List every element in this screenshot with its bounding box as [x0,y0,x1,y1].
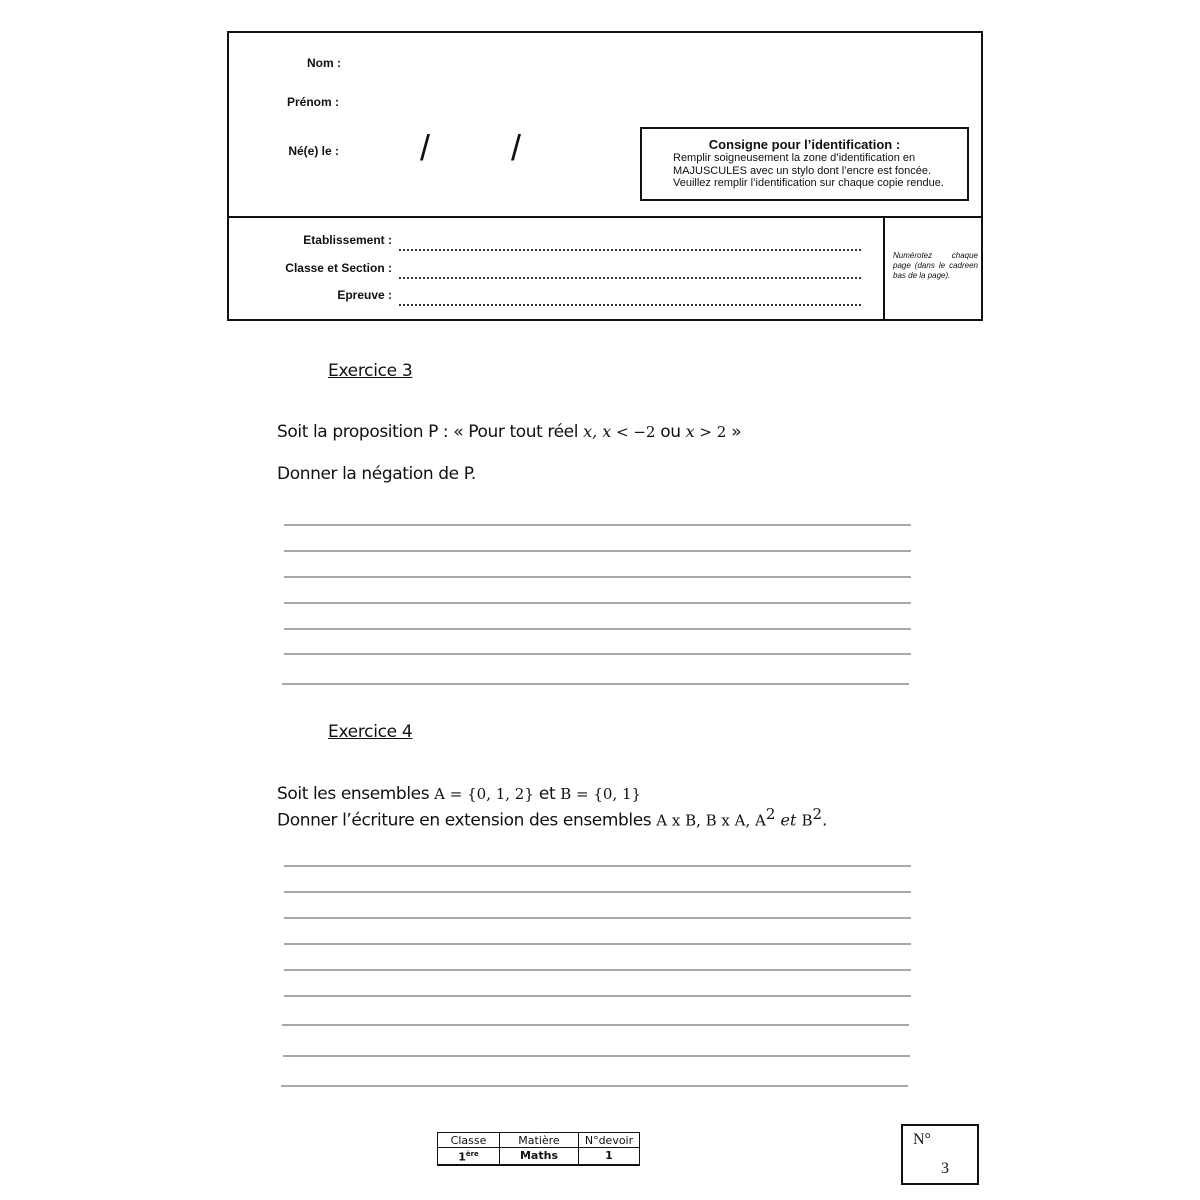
nom-label: Nom : [307,56,341,70]
answer-line[interactable] [283,1055,910,1057]
devoir-value: 1 [579,1148,640,1165]
answer-line[interactable] [282,1024,909,1026]
statement-text: et [533,784,561,804]
date-of-birth-label: Né(e) le : [288,144,339,158]
date-separator: / [511,127,522,168]
table-header-cell: N°devoir [579,1133,640,1148]
answer-line[interactable] [284,602,911,604]
answer-line[interactable] [281,1085,908,1087]
classe-number: 1 [458,1150,466,1164]
classe-suffix: ère [465,1150,479,1158]
page-number-label: N° [913,1131,931,1148]
epreuve-label: Epreuve : [337,288,392,302]
math-set-a: A = {0, 1, 2} [434,785,534,803]
statement-text: Soit la proposition P : « Pour tout réel [277,422,584,442]
dotted-fill-line [399,294,861,306]
math-variable: x, [583,422,598,441]
statement-text: » [726,422,742,442]
answer-line[interactable] [284,943,911,945]
exercise-3-statement [277,422,741,442]
answer-line[interactable] [284,628,911,630]
date-separator: / [420,127,431,168]
answer-line[interactable] [284,550,911,552]
exam-info-table [437,1132,640,1166]
math-set-b: B = {0, 1} [560,785,642,803]
etablissement-label: Etablissement : [303,233,392,247]
math-condition: < −2 [611,423,661,441]
answer-line[interactable] [284,653,911,655]
dotted-fill-line [399,267,861,279]
math-expression: A x B, B x A, A [656,811,766,830]
prenom-label: Prénom : [286,95,339,109]
math-variable: x [602,422,612,441]
page-number-box [901,1124,979,1185]
info-zone [229,218,885,319]
page-numbering-note-box [885,218,981,319]
dotted-fill-line [399,239,861,251]
consigne-line: Remplir soigneusement la zone d’identification en [673,152,916,164]
math-connector: et [775,810,802,830]
answer-line[interactable] [284,917,911,919]
exercise-4-statement [277,784,641,804]
page-numbering-note: Numérotez chaque page (dans le cadreen bas de la page). [893,251,978,280]
identification-zone [229,33,981,218]
statement-text: Soit les ensembles [277,784,435,804]
table-row [438,1148,640,1165]
question-text: . [822,810,828,831]
question-text: Donner l’écriture en extension des ensembles [277,810,657,831]
matiere-value: Maths [500,1148,579,1165]
answer-line[interactable] [284,995,911,997]
identification-header [227,31,983,321]
consigne-title: Consigne pour l’identification : [708,137,901,152]
exercise-3-title: Exercice 3 [328,361,413,381]
math-exponent: 2 [812,805,823,823]
statement-text: ou [660,422,686,442]
exercise-4-title: Exercice 4 [328,722,413,742]
consigne-line: MAJUSCULES avec un stylo dont l’encre est foncée. [673,164,932,177]
classe-value [438,1148,500,1165]
consigne-box [640,127,969,201]
answer-line[interactable] [284,524,911,526]
consigne-line: Veuillez remplir l’identification sur chaque copie rendue. [673,177,944,189]
answer-line[interactable] [284,576,911,578]
answer-line[interactable] [284,969,911,971]
math-expression: B [801,811,813,830]
exercise-3-question: Donner la négation de P. [277,464,476,484]
table-header-cell: Matière [500,1133,579,1148]
table-header-row [438,1133,640,1148]
answer-line[interactable] [284,865,911,867]
math-condition: > 2 [694,423,727,441]
table-header-cell: Classe [438,1133,500,1148]
exercise-4-question [277,805,827,831]
math-variable: x [685,422,695,441]
math-exponent: 2 [765,805,776,823]
page-number-value: 3 [941,1160,949,1177]
answer-line[interactable] [282,683,909,685]
classe-section-label: Classe et Section : [285,261,392,275]
answer-line[interactable] [284,891,911,893]
